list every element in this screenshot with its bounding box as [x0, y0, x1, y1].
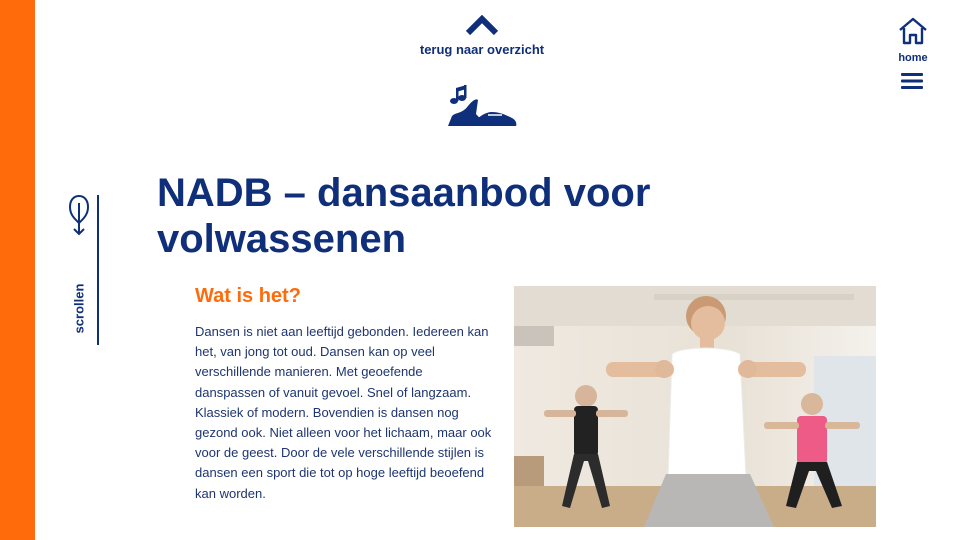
section-heading: Wat is het? [195, 285, 301, 307]
dance-shoes-music-icon [446, 84, 518, 133]
scroll-indicator[interactable] [62, 193, 102, 353]
scroll-label: scrollen [71, 283, 87, 334]
hamburger-menu-icon[interactable] [901, 72, 923, 95]
left-accent-stripe [0, 0, 35, 540]
back-to-overview-label: terug naar overzicht [419, 42, 545, 57]
home-icon [897, 16, 929, 51]
home-label: home [898, 52, 928, 64]
article-body-text: Dansen is niet aan leeftijd gebonden. Iedereen kan het, van jong tot oud. Dansen kan op veel verschillende manieren. Met geoefende danspassen of vanuit gevoel. Snel of langzaam. Klassiek of modern. Bovendien is dansen nog gezond ook. Niet alleen voor het lichaam, maar ook voor de geest. Door de vele verschillende stijlen is dansen een sport die tot op hoge leeftijd beoefend kan worden. [195, 324, 492, 501]
page-title: NADB – dansaanbod voor volwassenen [157, 171, 651, 261]
scroll-arrow-icon [67, 193, 91, 242]
home-link[interactable] [892, 16, 934, 64]
back-to-overview-link[interactable] [412, 14, 552, 57]
chevron-up-icon [465, 14, 499, 36]
seniors-dancing-photo [514, 286, 876, 527]
scroll-line [97, 195, 99, 345]
